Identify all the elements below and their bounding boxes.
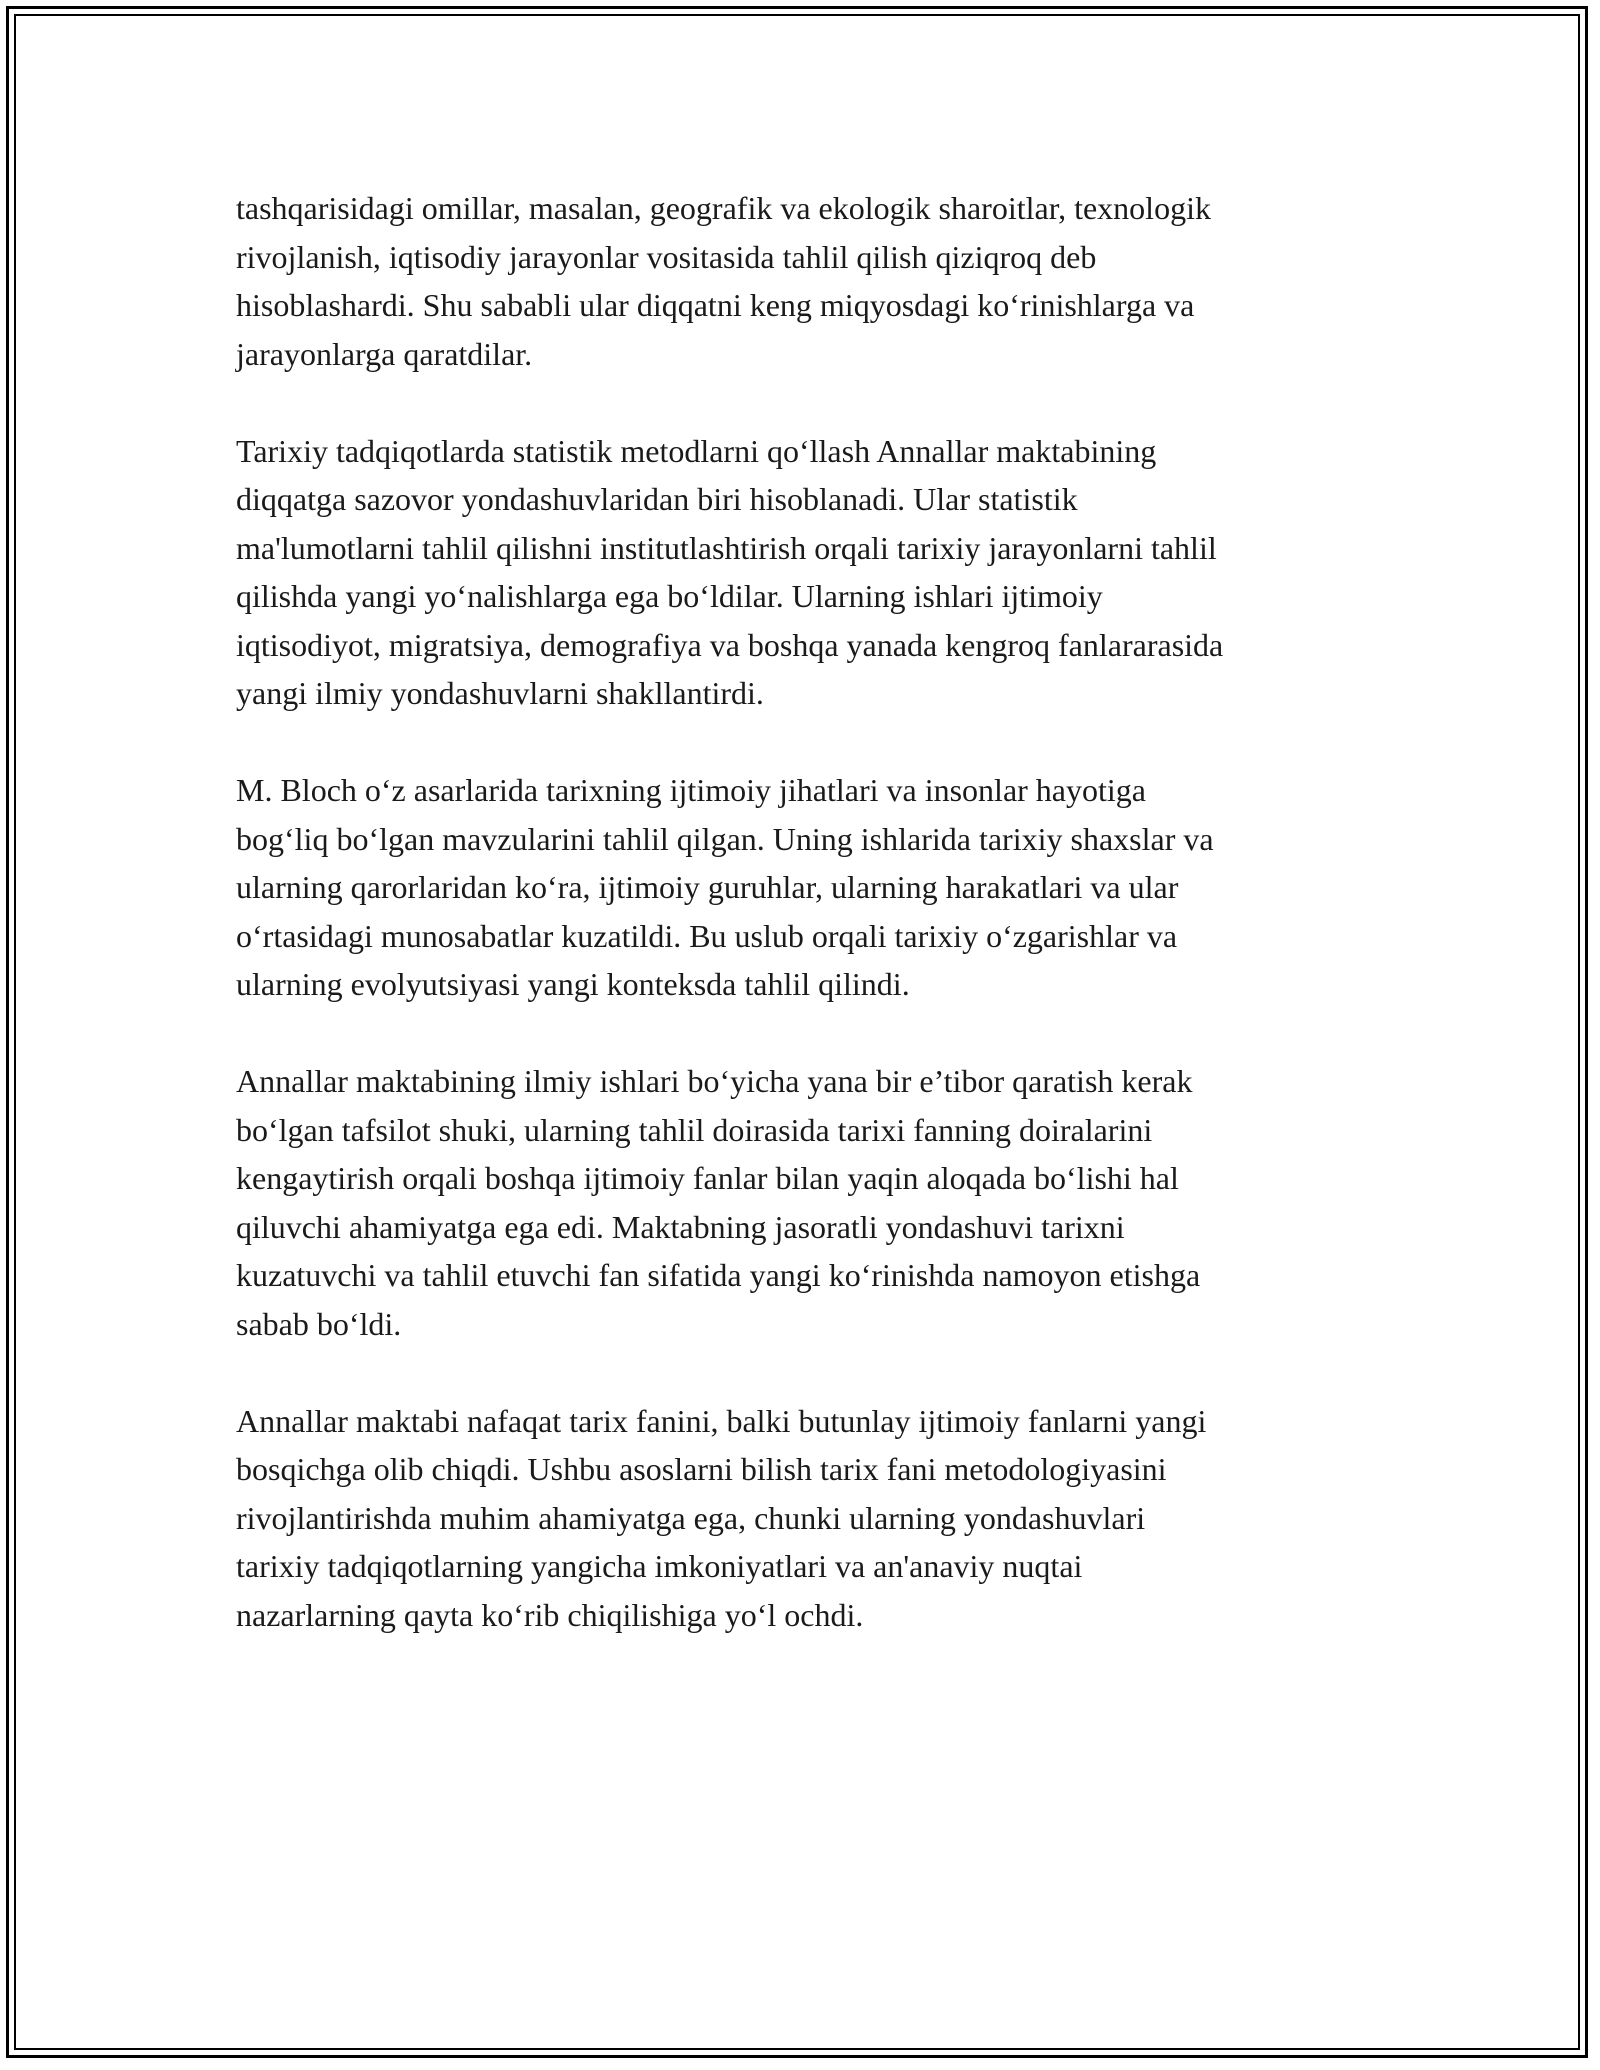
- paragraph-1: [236, 184, 1396, 378]
- paragraph-4: [236, 1057, 1396, 1348]
- paragraph-line: qilishda yangi yo‘nalishlarga ega bo‘ldilar. Ularning ishlari ijtimoiy: [236, 578, 1103, 614]
- paragraph-line: tarixiy tadqiqotlarning yangicha imkoniyatlari va an'anaviy nuqtai: [236, 1548, 1083, 1584]
- paragraph-5: [236, 1397, 1396, 1640]
- paragraph-line: bog‘liq bo‘lgan mavzularini tahlil qilgan. Uning ishlarida tarixiy shaxslar va: [236, 820, 1214, 857]
- paragraph-line: yangi ilmiy yondashuvlarni shakllantirdi.: [236, 675, 764, 711]
- paragraph-line: ularning evolyutsiyasi yangi konteksda tahlil qilindi.: [236, 966, 910, 1002]
- paragraph-3: [236, 766, 1396, 1009]
- paragraph-line: Tarixiy tadqiqotlarda statistik metodlarni qo‘llash Annallar maktabining: [236, 432, 1157, 469]
- paragraph-line: diqqatga sazovor yondashuvlaridan biri hisoblanadi. Ular statistik: [236, 481, 1078, 517]
- paragraph-line: o‘rtasidagi munosabatlar kuzatildi. Bu uslub orqali tarixiy o‘zgarishlar va: [236, 917, 1178, 954]
- paragraph-line: sabab bo‘ldi.: [236, 1305, 402, 1342]
- paragraph-line: rivojlantirishda muhim ahamiyatga ega, chunki ularning yondashuvlari: [236, 1499, 1146, 1536]
- paragraph-line: iqtisodiyot, migratsiya, demografiya va boshqa yanada kengroq fanlararasida: [236, 626, 1224, 663]
- paragraph-line: kuzatuvchi va tahlil etuvchi fan sifatida yangi ko‘rinishda namoyon etishga: [236, 1257, 1201, 1293]
- paragraph-line: kengaytirish orqali boshqa ijtimoiy fanlar bilan yaqin aloqada bo‘lishi hal: [236, 1160, 1179, 1196]
- paragraph-line: M. Bloch o‘z asarlarida tarixning ijtimoiy jihatlari va insonlar hayotiga: [236, 772, 1146, 808]
- paragraph-line: bo‘lgan tafsilot shuki, ularning tahlil doirasida tarixi fanning doiralarini: [236, 1111, 1153, 1148]
- paragraph-line: Annallar maktabi nafaqat tarix fanini, balki butunlay ijtimoiy fanlarni yangi: [236, 1402, 1207, 1439]
- paragraph-line: bosqichga olib chiqdi. Ushbu asoslarni bilish tarix fani metodologiyasini: [236, 1451, 1167, 1487]
- paragraph-2: [236, 427, 1396, 718]
- paragraph-line: rivojlanish, iqtisodiy jarayonlar vositasida tahlil qilish qiziqroq deb: [236, 238, 1097, 275]
- paragraph-line: Annallar maktabining ilmiy ishlari bo‘yicha yana bir e’tibor qaratish kerak: [236, 1063, 1193, 1099]
- paragraph-line: jarayonlarga qaratdilar.: [236, 335, 533, 372]
- paragraph-line: qiluvchi ahamiyatga ega edi. Maktabning jasoratli yondashuvi tarixni: [236, 1208, 1125, 1245]
- paragraph-line: ma'lumotlarni tahlil qilishni institutlashtirish orqali tarixiy jarayonlarni tahlil: [236, 529, 1217, 566]
- paragraph-line: ularning qarorlaridan ko‘ra, ijtimoiy guruhlar, ularning harakatlari va ular: [236, 869, 1179, 905]
- paragraph-line: nazarlarning qayta ko‘rib chiqilishiga yo‘l ochdi.: [236, 1596, 864, 1633]
- paragraph-line: hisoblashardi. Shu sababli ular diqqatni keng miqyosdagi ko‘rinishlarga va: [236, 287, 1195, 323]
- paragraph-line: tashqarisidagi omillar, masalan, geografik va ekologik sharoitlar, texnologik: [236, 190, 1211, 226]
- document-body: [236, 184, 1396, 1688]
